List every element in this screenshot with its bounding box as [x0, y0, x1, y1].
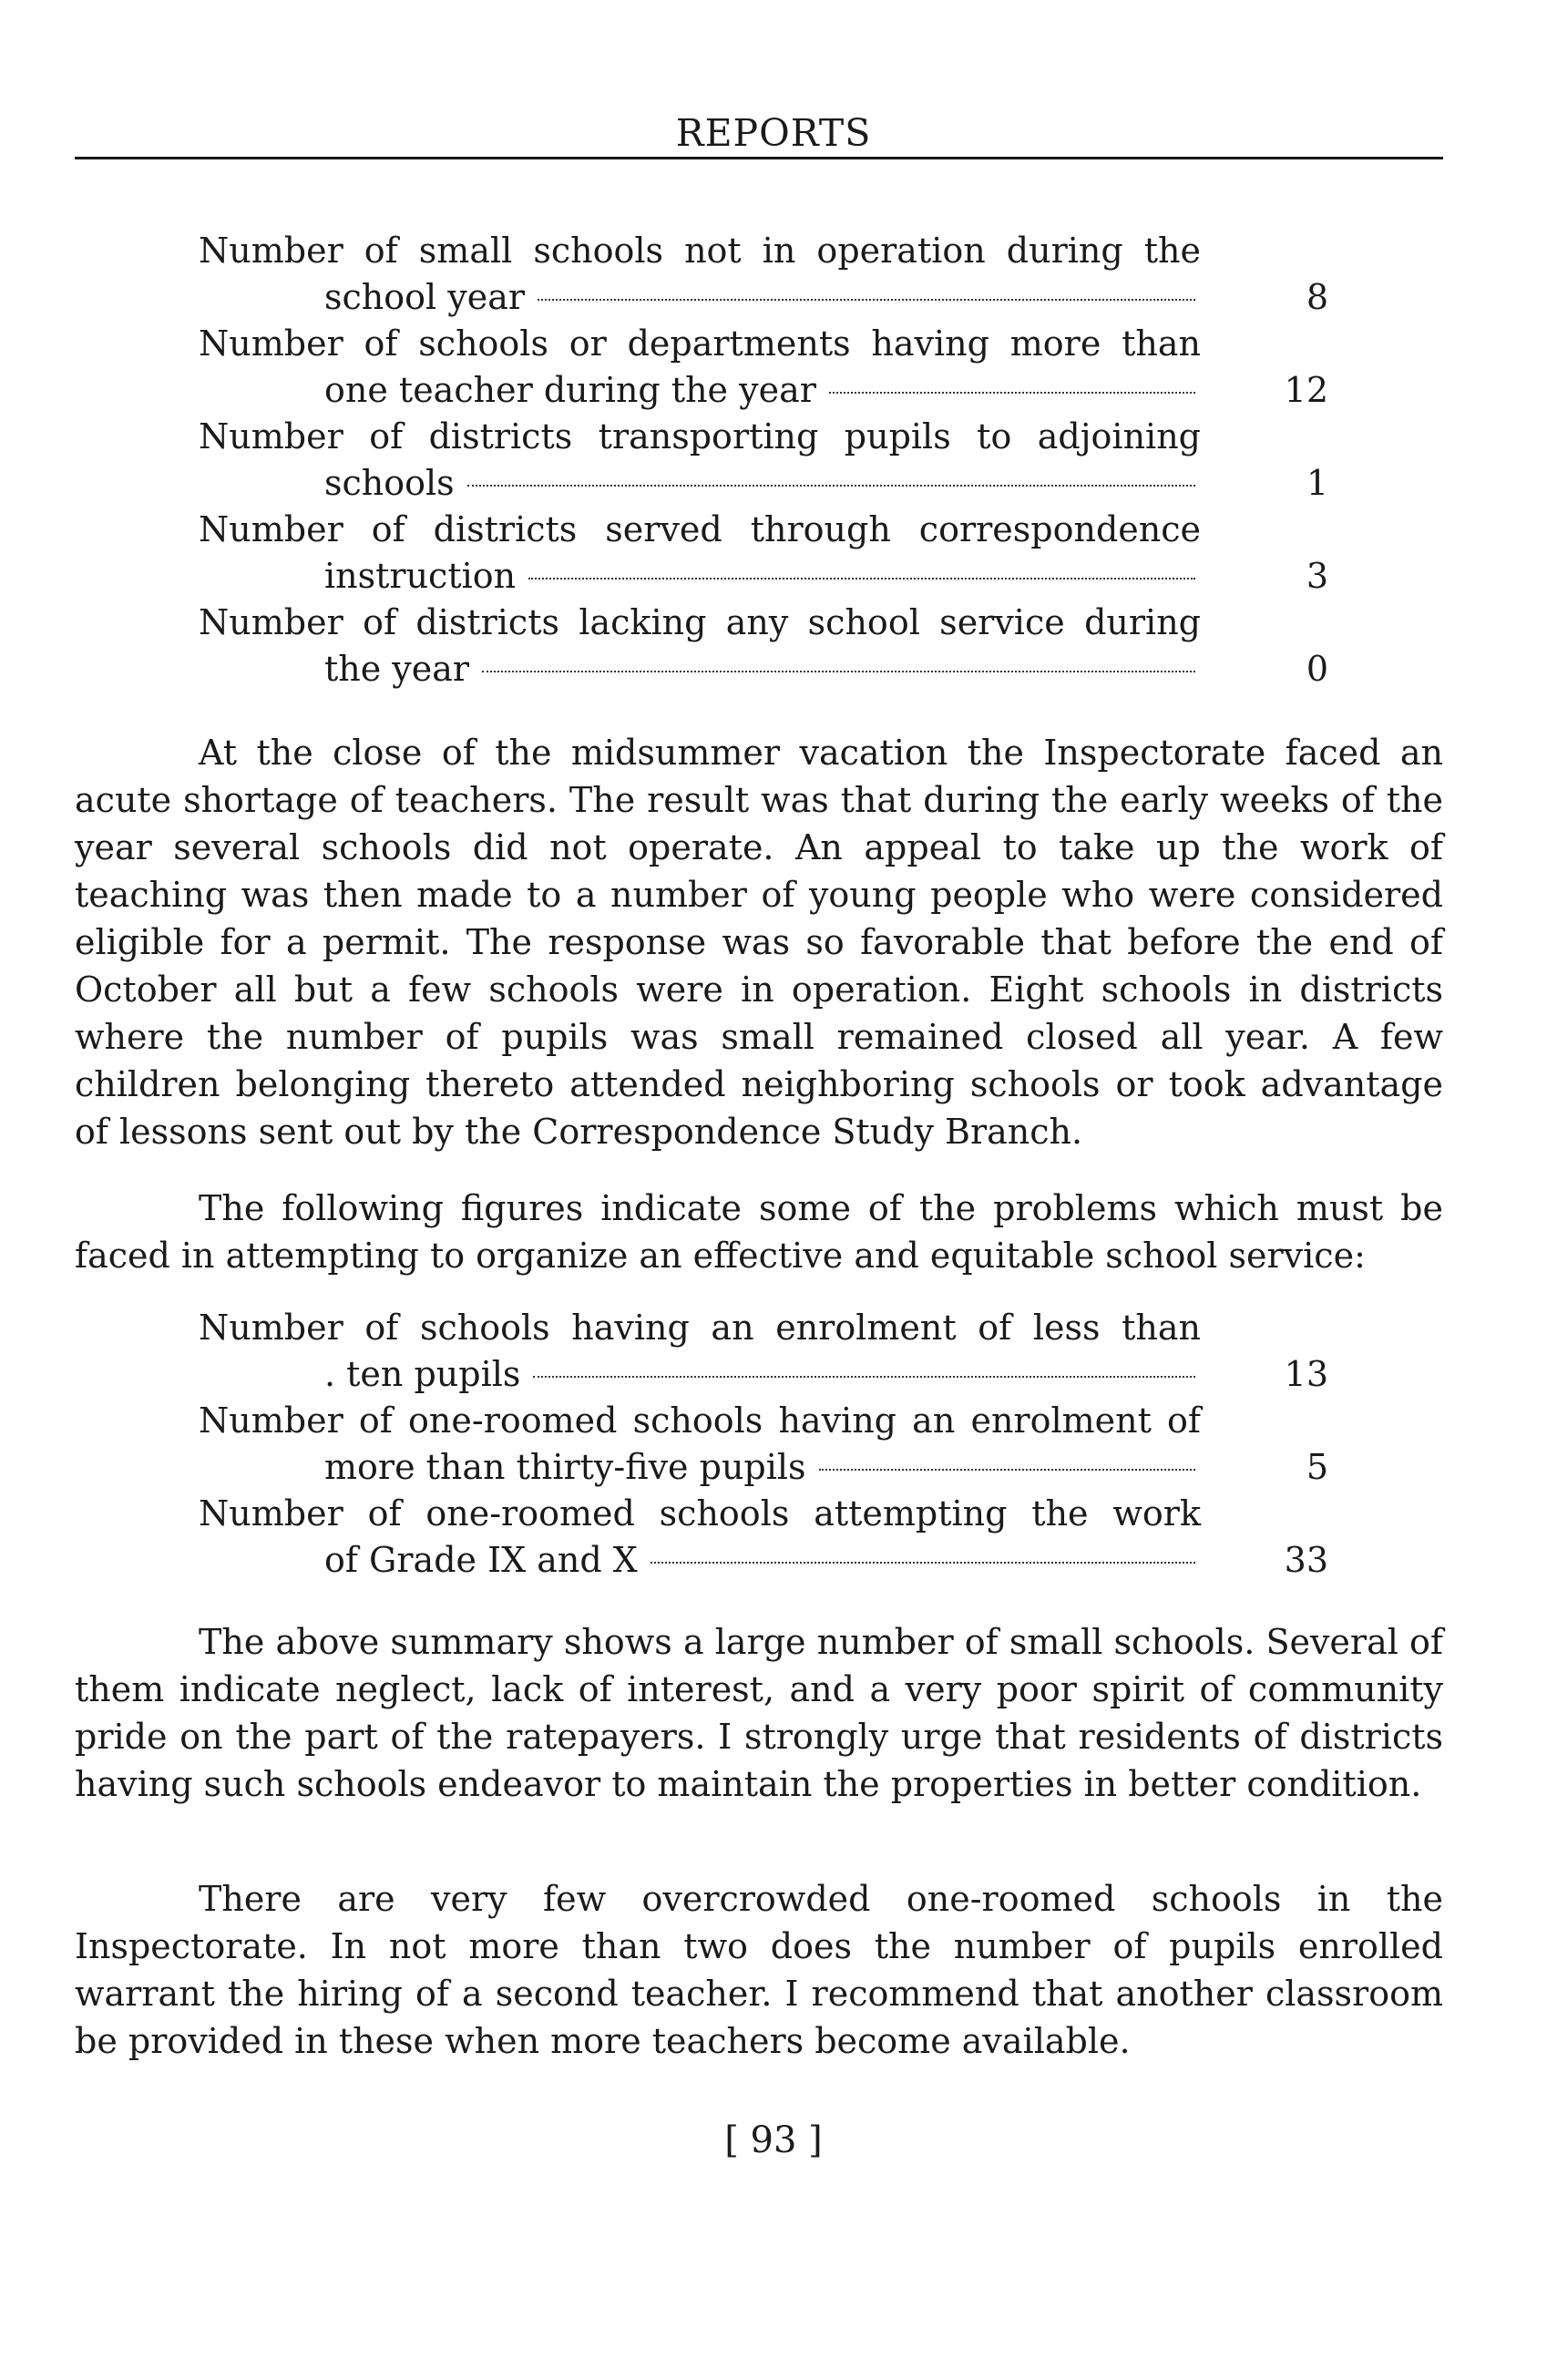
body-paragraph: There are very few overcrowded one-roomed schools in the Inspectorate. In not more than two does the number of pupils enrolled warrant the hiring of a second teacher. I recommend that another classroom be provided in these when more teachers become available.	[75, 1879, 1443, 2061]
stat-item	[199, 321, 1328, 414]
page-number: [ 93 ]	[724, 2119, 823, 2161]
stat-value: 1	[1306, 463, 1328, 503]
stat-item	[199, 1398, 1328, 1491]
header-rule	[75, 157, 1443, 159]
dot-leader	[467, 485, 1195, 487]
stat-label-line: Number of one-roomed schools having an enrolment of	[199, 1400, 1201, 1441]
dot-leader	[528, 578, 1195, 580]
stat-label-line: Number of one-roomed schools attempting the work	[199, 1493, 1201, 1534]
stat-item	[199, 1305, 1328, 1398]
dot-leader	[829, 392, 1195, 394]
stat-item	[199, 228, 1328, 321]
stat-label-line: Number of districts lacking any school service during	[199, 602, 1201, 642]
stat-label-line: Number of small schools not in operation during the	[199, 231, 1201, 271]
dot-leader	[819, 1469, 1195, 1471]
stat-label-continuation: schools	[324, 463, 455, 503]
body-paragraph: The above summary shows a large number of small schools. Several of them indicate neglect, lack of interest, and a very poor spirit of community pride on the part of the ratepayers. I strongly urge that residents of districts having such schools endeavor to maintain the properties in better condition.	[75, 1622, 1443, 1804]
problem-statistics-list	[199, 1305, 1328, 1584]
running-head: REPORTS	[675, 111, 872, 155]
stat-label-continuation: more than thirty-five pupils	[324, 1447, 806, 1487]
stat-value: 12	[1284, 370, 1328, 410]
stat-label-continuation: one teacher during the year	[324, 370, 816, 410]
body-paragraph: The following figures indicate some of the problems which must be faced in attempting to organize an effective and equitable school service:	[75, 1188, 1443, 1276]
dot-leader	[533, 1376, 1195, 1378]
stat-label-continuation: school year	[324, 277, 526, 317]
stat-label-continuation: instruction	[324, 556, 517, 596]
stat-value: 8	[1306, 277, 1328, 317]
stat-item	[199, 414, 1328, 507]
stat-item	[199, 1491, 1328, 1584]
dot-leader	[538, 299, 1195, 301]
stat-value: 3	[1306, 556, 1328, 596]
stat-label-line: Number of schools or departments having more than	[199, 323, 1201, 364]
stat-label-continuation: . ten pupils	[324, 1354, 521, 1394]
stat-item	[199, 507, 1328, 600]
dot-leader	[482, 671, 1195, 672]
stat-value: 0	[1306, 649, 1328, 689]
stat-label-continuation: the year	[324, 649, 470, 689]
stat-label-line: Number of districts transporting pupils to adjoining	[199, 416, 1201, 457]
stat-value: 5	[1306, 1447, 1328, 1487]
stat-label-line: Number of districts served through correspondence	[199, 509, 1201, 549]
operation-statistics-list	[199, 228, 1328, 692]
stat-value: 13	[1284, 1354, 1328, 1394]
stat-item	[199, 600, 1328, 692]
stat-value: 33	[1284, 1540, 1328, 1580]
stat-label-continuation: of Grade IX and X	[324, 1540, 638, 1580]
stat-label-line: Number of schools having an enrolment of less than	[199, 1308, 1201, 1348]
body-paragraph: At the close of the midsummer vacation the Inspectorate faced an acute shortage of teachers. The result was that during the early weeks of the year several schools did not operate. An appeal to take up the work of teaching was then made to a number of young people who were considered eligible for a permit. The response was so favorable that before the end of October all but a few schools were in operation. Eight schools in districts where the number of pupils was small remained closed all year. A few children belonging thereto attended neighboring schools or took advantage of lessons sent out by the Correspondence Study Branch.	[75, 733, 1443, 1152]
dot-leader	[651, 1562, 1195, 1564]
